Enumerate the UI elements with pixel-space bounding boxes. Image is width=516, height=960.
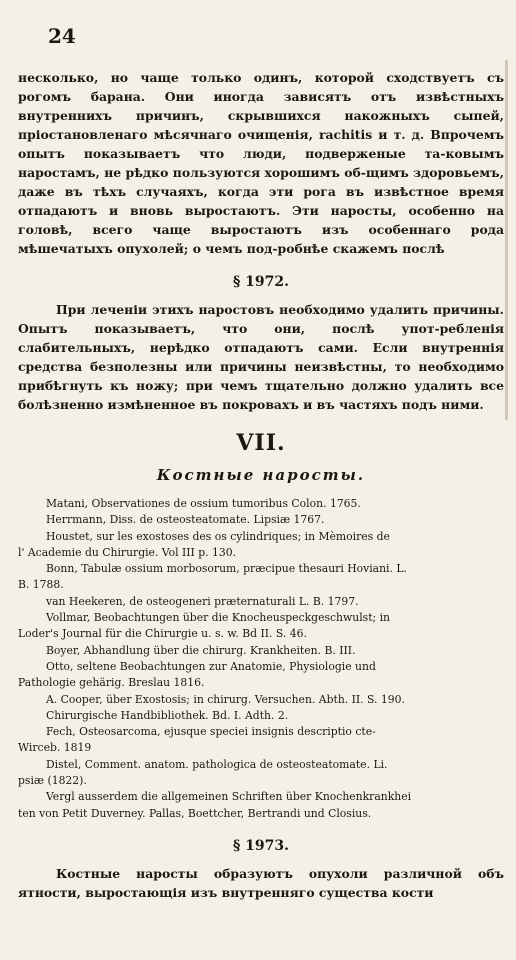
reference-entry <box>18 724 504 757</box>
reference-line: Loder's Journal für die Chirurgie u. s. w. Bd II. S. 46. <box>18 627 307 641</box>
reference-line: Otto, seltene Beobachtungen zur Anatomie, Physiologie und <box>46 659 376 673</box>
book-page <box>18 14 504 902</box>
reference-entry <box>18 610 504 643</box>
paragraph-2: При леченіи этихъ наростовъ необходимо удалить причины. Опытъ показываетъ, что они, послѣ упот-ребленія слабительныхъ, нерѣдко отпадаютъ сами. Если внутреннія средства безполезны или причины неизвѣстны, то необходимо прибѣгнуть къ ножу; при чемъ тщательно должно удалить все болѣзненно измѣненное въ покровахъ и въ частяхъ подъ ними. <box>18 302 504 412</box>
reference-line: B. 1788. <box>18 578 64 592</box>
reference-entry <box>18 529 504 562</box>
reference-line: Chirurgische Handbibliothek. Bd. I. Adth. 2. <box>46 708 289 722</box>
reference-entry <box>18 789 504 822</box>
reference-line: van Heekeren, de osteogeneri præternaturali L. B. 1797. <box>46 594 359 608</box>
reference-entry <box>18 496 504 512</box>
reference-line: Bonn, Tabulæ ossium morbosorum, præcipue thesauri Hoviani. L. <box>46 562 407 576</box>
reference-entry <box>18 757 504 790</box>
reference-entry <box>18 512 504 528</box>
reference-line: Wircеb. 1819 <box>18 741 92 755</box>
reference-line: Vollmar, Beobachtungen über die Knocheuspeckgeschwulst; in <box>46 611 391 625</box>
reference-line: Pathologie gehärig. Breslau 1816. <box>18 676 205 690</box>
reference-line: A. Cooper, über Exostosis; in chirurg. Versuchen. Abth. II. S. 190. <box>46 692 405 706</box>
page-edge-shadow <box>505 60 508 420</box>
reference-entry <box>18 708 504 724</box>
reference-entry <box>18 594 504 610</box>
reference-line: Matani, Observationes de ossium tumoribus Colon. 1765. <box>46 497 361 510</box>
reference-line: ten von Petit Duverney. Pallas, Boettcher, Bertrandi und Closius. <box>18 806 372 820</box>
page-number: 24 <box>48 24 76 48</box>
reference-line: Boyer, Abhandlung über die chirurg. Krankheiten. B. III. <box>46 643 356 657</box>
reference-line: Distel, Comment. anatom. pathologica de osteosteatomate. Li. <box>46 757 388 771</box>
reference-line: Houstet, sur les exostoses des os cylindriques; in Mèmoires de <box>46 529 390 543</box>
reference-line: Vergl ausserdem die allgemeinen Schriften über Knochenkrankhei <box>46 790 412 804</box>
paragraph-3: Костные наросты образуютъ опухоли различной объ ятности, выростающія изъ внутренняго существа кости <box>18 865 504 900</box>
reference-line: Herrmann, Diss. de osteosteatomate. Lipsiæ 1767. <box>46 513 325 527</box>
references-list <box>18 496 504 822</box>
reference-line: l' Academie du Chirurgie. Vol III p. 130. <box>18 545 237 559</box>
paragraph-1: несколько, но чаще только одинъ, которой сходствуетъ съ рогомъ барана. Они иногда зависятъ отъ извѣстныхъ внутреннихъ причинъ, скрывшихся накожныхъ сыпей, пріостановленаго мѣсячнаго очищенія, rachitis и т. д. Впрочемъ опытъ показываетъ что люди, подверженые та-ковымъ наростамъ, не рѣдко пользуются хорошимъ об-щимъ здоровьемъ, даже въ тѣхъ случаяхъ, когда эти рога въ извѣстное время отпадаютъ и вновь выростаютъ. Эти наросты, особенно на головѣ, всего чаще выростаютъ изъ особеннаго рода мѣшечатыхъ опухолей; о чемъ под-робнѣе скажемъ послѣ <box>18 70 504 256</box>
reference-entry <box>18 659 504 692</box>
chapter-heading: VII. <box>236 430 286 456</box>
reference-entry <box>18 561 504 594</box>
section-1972-heading: § 1972. <box>232 274 290 290</box>
reference-entry <box>18 692 504 708</box>
section-1973-heading: § 1973. <box>232 837 290 854</box>
reference-line: psiæ (1822). <box>18 774 87 788</box>
reference-entry <box>18 643 504 659</box>
chapter-subtitle: Костные наросты. <box>156 466 366 484</box>
reference-line: Fech, Osteosarcoma, ejusque speciei insignis descriptio cte- <box>46 725 376 739</box>
